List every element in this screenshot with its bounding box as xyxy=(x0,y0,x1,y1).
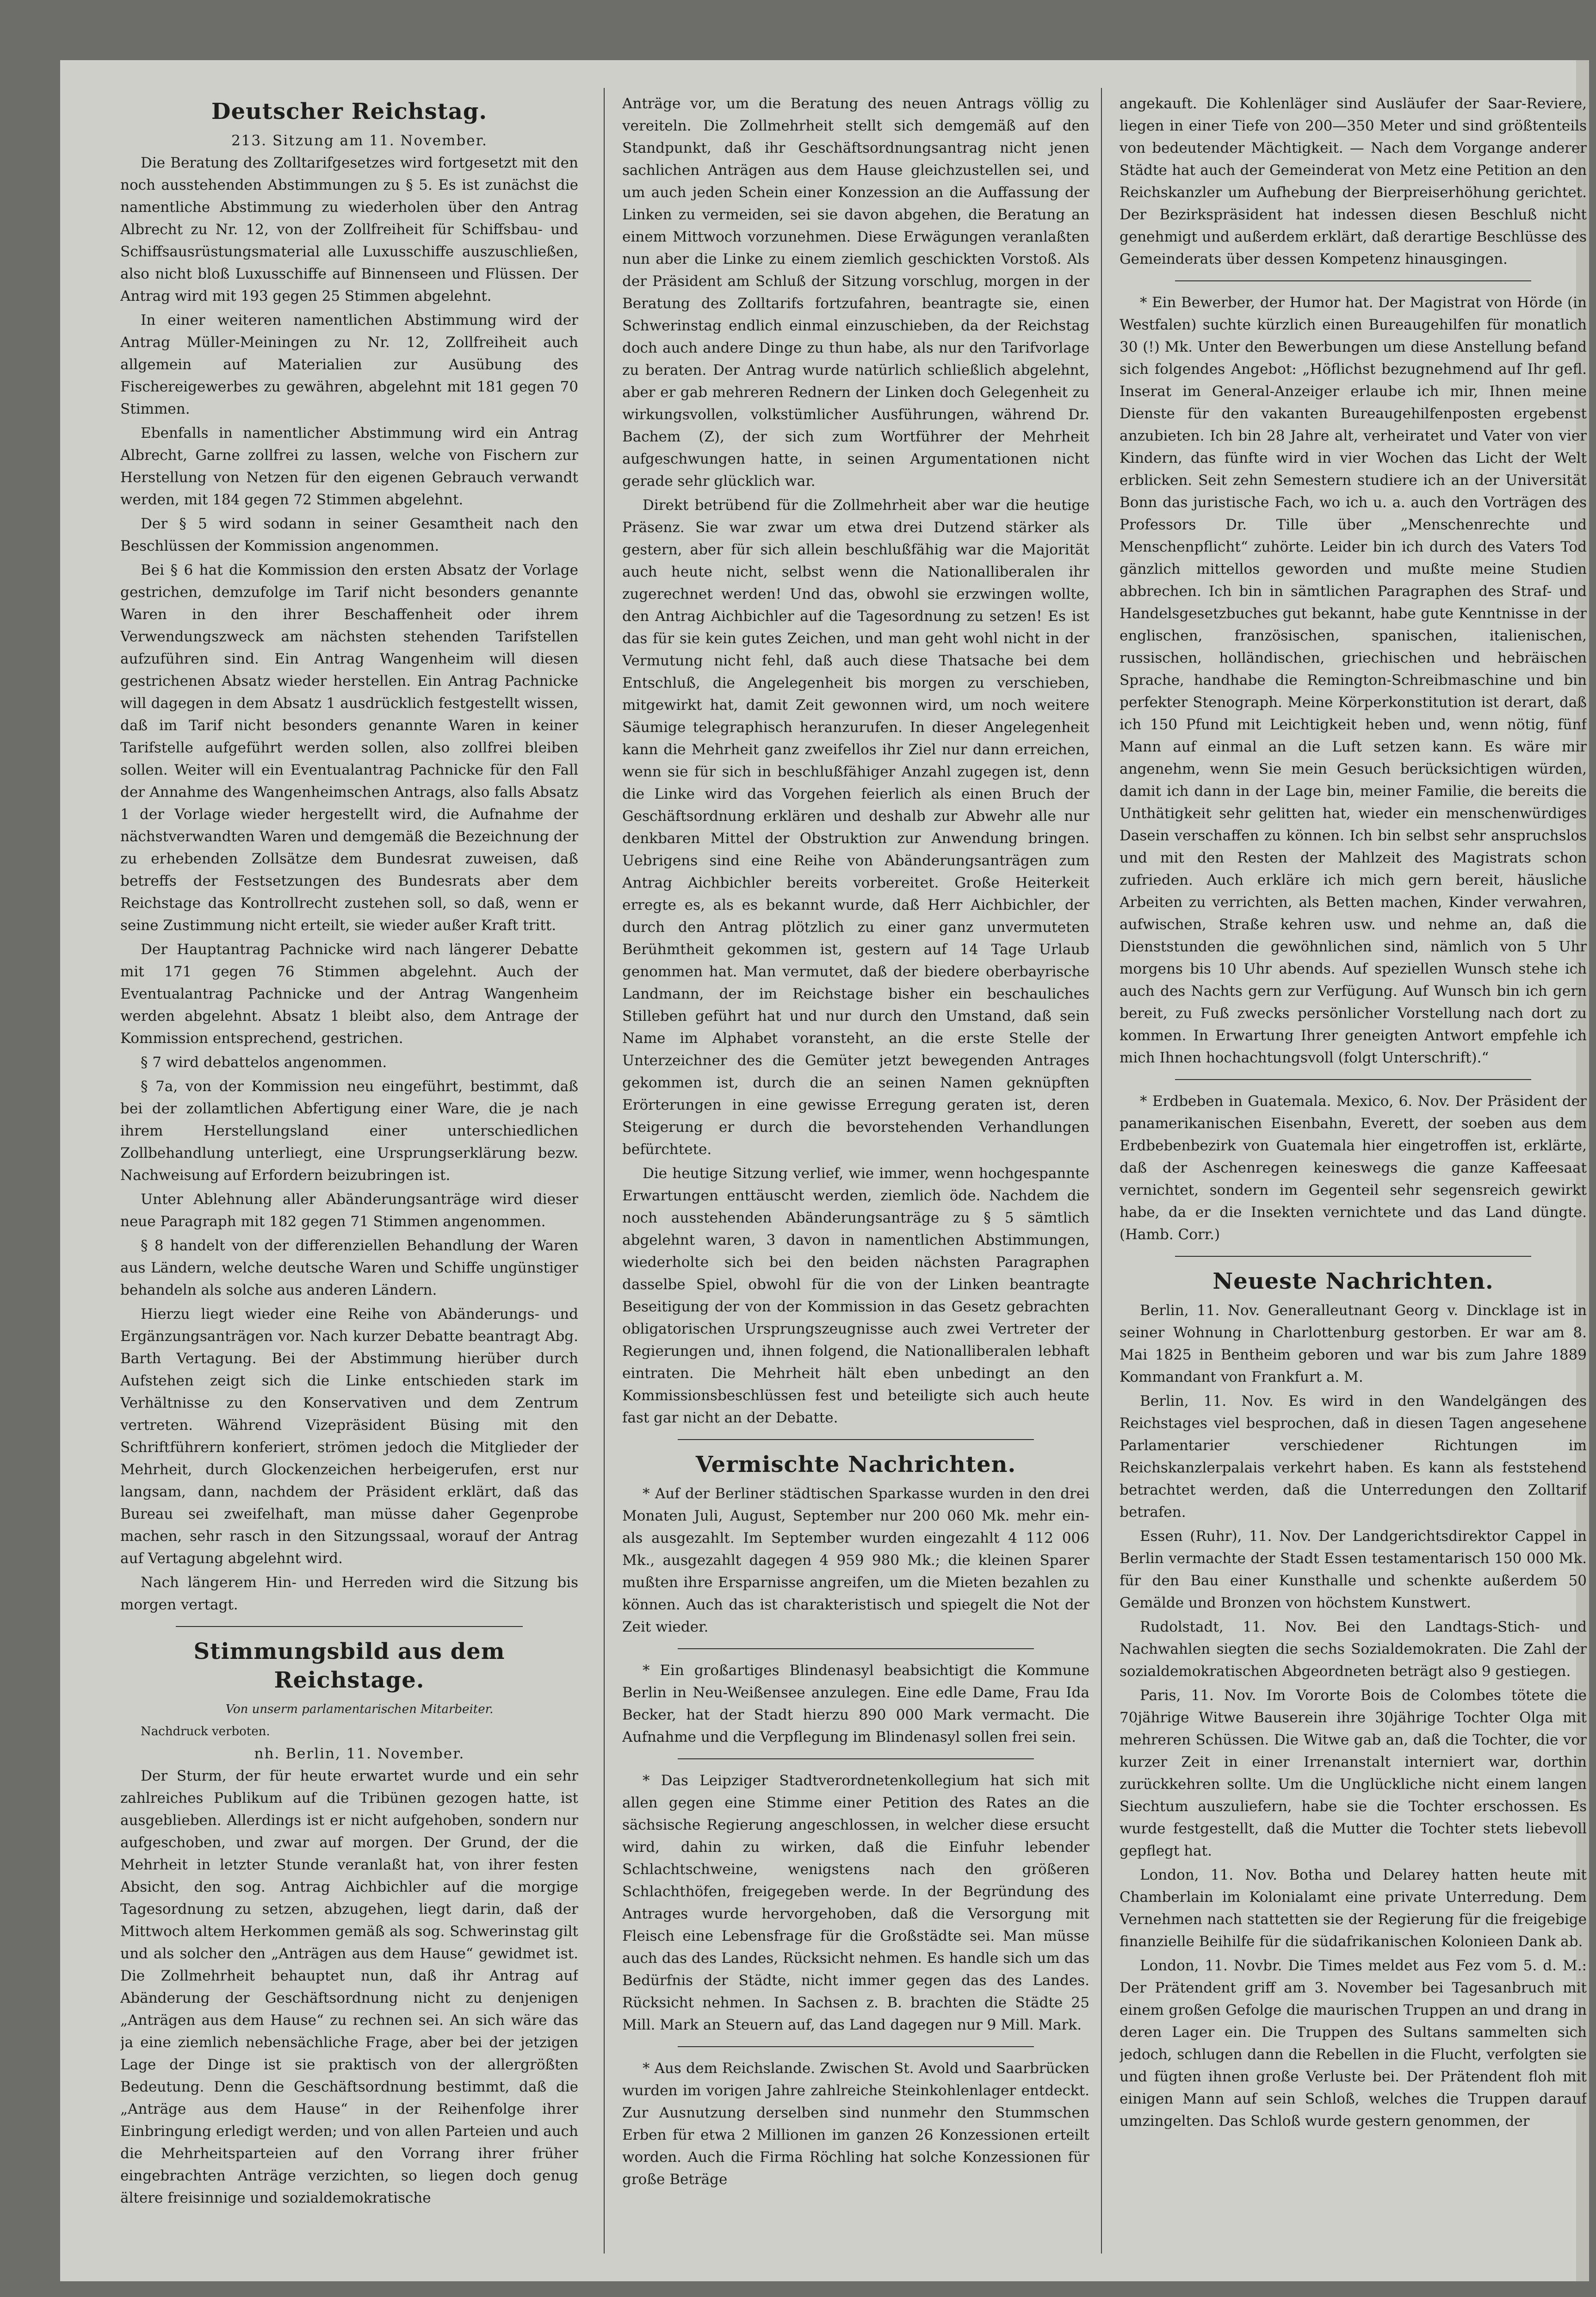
paragraph: § 8 handelt von der differenziellen Behandlung der Waren aus Ländern, welche deutsche Waren und Schiffe ungünstiger behandeln als solche aus anderen Ländern. xyxy=(120,1237,578,1298)
news-item: Berlin, 11. Nov. Es wird in den Wandelgängen des Reichstages viel besprochen, daß in diesen Tagen angesehene Parlamentarier verschiedener Richtungen im Reichskanzlerpalais verkehrt haben. Es kann als feststehend betrachtet werden, daß die Unterredungen den Zolltarif betrafen. xyxy=(1120,1393,1587,1521)
paragraph: Nach längerem Hin- und Herreden wird die Sitzung bis morgen vertagt. xyxy=(120,1574,578,1613)
item-divider xyxy=(678,2046,1034,2047)
news-item: * Erdbeben in Guatemala. Mexico, 6. Nov. Der Präsident der panamerikanischen Eisenbahn, Everett, der soeben aus dem Erdbebenbezirk von Guatemala hier eingetroffen ist, erklärte, daß der Aschenregen keineswegs die ganze Kaffeesaat vernichtet, sondern im Gegenteil sehr segensreich gewirkt habe, da er die Insekten vernichtete und das Land düngte. (Hamb. Corr.) xyxy=(1120,1093,1587,1243)
paragraph: Anträge vor, um die Beratung des neuen Antrags völlig zu vereiteln. Die Zollmehrheit stellt sich demgemäß auf den Standpunkt, daß ihr Geschäftsordnungsantrag nicht jenen sachlichen Anträgen aus dem Hause gleichzustellen sei, und um auch jeden Schein einer Konzession an die Auffassung der Linken zu vermeiden, sei sie davon abgehen, die Beratung an einem Mittwoch vorzunehmen. Diese Erwägungen veranlaßten nun aber die Linke zu einem ziemlich geschickten Vorstoß. Als der Präsident am Schluß der Sitzung vorschlug, morgen in der Beratung des Zolltarifs fortzufahren, beantragte sie, einen Schwerinstag endlich einmal einzuschieben, da der Reichstag doch auch andere Dinge zu thun habe, als nur den Tarifvorlage zu beraten. Der Antrag wurde natürlich schließlich abgelehnt, aber er gab mehreren Rednern der Linken doch Gelegenheit zu wirkungsvollen, volkstümlicher Ausführungen, während Dr. Bachem (Z), der sich zum Wortführer der Mehrheit aufgeschwungen hatte, in seinen Argumentationen nicht gerade sehr glücklich war. xyxy=(622,95,1089,490)
reprint-notice: Nachdruck verboten. xyxy=(141,1725,270,1738)
session-line: 213. Sitzung am 11. November. xyxy=(231,132,488,149)
news-item: Essen (Ruhr), 11. Nov. Der Landgerichtsdirektor Cappel in Berlin vermachte der Stadt Essen testamentarisch 150 000 Mk. für den Bau einer Kunsthalle und schenkte außerdem 50 Gemälde und Bronzen von höchstem Kunstwert. xyxy=(1120,1528,1587,1611)
reichstag-heading: Deutscher Reichstag. xyxy=(211,99,488,124)
middle-column xyxy=(622,93,1089,2240)
newspaper-page xyxy=(60,60,1589,2281)
section-divider xyxy=(1175,1256,1531,1257)
mood-subtitle: Von unserm parlamentarischen Mitarbeiter. xyxy=(225,1702,494,1716)
news-item: * Das Leipziger Stadtverordnetenkollegium hat sich mit allen gegen eine Stimme einer Petition des Rates an die sächsische Regierung angeschlossen, in welcher diese ersucht wird, dahin zu wirken, daß die Einfuhr lebender Schlachtschweine, wenigstens nach den größeren Schlachthöfen, freigegeben werde. In der Begründung des Antrages wurde hervorgehoben, daß die Versorgung mit Fleisch eine Lebensfrage für die Großstädte sei. Man müsse auch das des Landes, Rücksicht nehmen. Es handle sich um das Bedürfnis der Städte, nicht immer gegen das des Landes. Rücksicht nehmen. In Sachsen z. B. brachten die Städte 25 Mill. Mark an Steuern auf, das Land dagegen nur 9 Mill. Mark. xyxy=(622,1772,1089,2033)
item-divider xyxy=(678,1758,1034,1759)
item-divider xyxy=(1175,1079,1531,1080)
paragraph: Direkt betrübend für die Zollmehrheit aber war die heutige Präsenz. Sie war zwar um etwa drei Dutzend stärker als gestern, aber für sich allein beschlußfähig war die Majorität auch heute nicht, selbst wenn die Nationalliberalen ihr zugerechnet werden! Und das, obwohl sie erzwingen wollte, den Antrag Aichbichler auf die Tagesordnung zu setzen! Es ist das für sie kein gutes Zeichen, und man geht wohl nicht in der Vermutung nicht fehl, daß auch diese Thatsache bei dem Entschluß, die Angelegenheit bis morgen zu verschieben, mitgewirkt hat, damit Zeit gewonnen wird, um noch weitere Säumige telegraphisch heranzurufen. In dieser Angelegenheit kann die Mehrheit ganz zweifellos ihr Ziel nur dann erreichen, wenn sie für sich in beschlußfähiger Anzahl zugegen ist, denn die Linke wird das Vorgehen feierlich als einen Bruch der Geschäftsordnung erklären und deshalb zur Abwehr alle nur denkbaren Mittel der Obstruktion zur Anwendung bringen. Uebrigens sind eine Reihe von Abänderungsanträgen zum Antrag Aichbichler bereits vorbereitet. Große Heiterkeit erregte es, als es bekannt wurde, daß Herr Aichbichler, der durch den Antrag plötzlich zu einer ganz unvermuteten Berühmtheit gekommen ist, gestern auf 14 Tage Urlaub genommen hat. Man vermutet, daß der biedere oberbayrische Landmann, der im Reichstage bisher ein beschauliches Stilleben geführt hat und nur durch den Umstand, daß sein Name im Alphabet voransteht, an die erste Stelle der Unterzeichner des die Gemüter jetzt bewegenden Antrages gekommen ist, durch die an seinen Namen geknüpften Erörterungen in eine gewisse Erregung geraten ist, deren Steigerung er durch die bevorstehenden Verhandlungen befürchtete. xyxy=(622,497,1089,1158)
paragraph: § 7 wird debattelos angenommen. xyxy=(141,1054,387,1071)
section-divider xyxy=(176,1626,523,1627)
right-column xyxy=(1120,93,1587,2240)
news-item: * Ein großartiges Blindenasyl beabsichtigt die Kommune Berlin in Neu-Weißensee anzulegen. Eine edle Dame, Frau Ida Becker, hat der Stadt hierzu 890 000 Mark vermacht. Die Aufnahme und die Verpflegung im Blindenasyl sollen frei sein. xyxy=(622,1662,1089,1745)
news-item: Paris, 11. Nov. Im Vororte Bois de Colombes tötete die 70jährige Witwe Bauserein ihre 30jährige Tochter Olga mit mehreren Schüssen. Die Witwe gab an, daß die Tochter, die vor kurzer Zeit in einer Irrenanstalt interniert war, dorthin zurückkehren sollte. Um die Unglückliche nicht einem langen Siechtum auszuliefern, habe sie die Tochter erschossen. Es wurde festgestellt, daß die Mutter die Tochter stets liebevoll gepflegt hat. xyxy=(1120,1687,1587,1859)
column-rule xyxy=(1101,88,1102,2254)
paragraph: Unter Ablehnung aller Abänderungsanträge wird dieser neue Paragraph mit 182 gegen 71 Stimmen angenommen. xyxy=(120,1191,578,1230)
latest-news-heading: Neueste Nachrichten. xyxy=(1212,1268,1494,1294)
news-item: * Aus dem Reichslande. Zwischen St. Avold und Saarbrücken wurden im vorigen Jahre zahlreiche Steinkohlenlager entdeckt. Zur Ausnutzung derselben sind nunmehr den Stummschen Erben für etwa 2 Millionen im ganzen 26 Konzessionen erteilt worden. Auch die Firma Röchling hat solche Konzessionen für große Beträge xyxy=(622,2060,1089,2188)
paragraph: Bei § 6 hat die Kommission den ersten Absatz der Vorlage gestrichen, demzufolge im Tarif nicht besonders genannte Waren in den ihrer Beschaffenheit oder ihrem Verwendungszweck am nächsten stehenden Tarifstellen aufzuführen sind. Ein Antrag Wangenheim will diesen gestrichenen Absatz wieder herstellen. Ein Antrag Pachnicke will dagegen in dem Absatz 1 ausdrücklich festgestellt wissen, daß im Tarif nicht besonders genannte Waren in keiner Tarifstelle aufgeführt werden sollen, also zollfrei bleiben sollen. Weiter will ein Eventualantrag Pachnicke für den Fall der Annahme des Wangenheimschen Antrags, also falls Absatz 1 der Vorlage wieder hergestellt wird, die Aufnahme der nächstverwandten Waren und demgemäß die Bezeichnung der zu erhebenden Zollsätze dem Bundesrat zuweisen, daß betreffs der Festsetzungen des Bundesrats aber dem Reichstage das Kontrollrecht zustehen soll, so daß, wenn er seine Zustimmung nicht erteilt, sie wieder außer Kraft tritt. xyxy=(120,562,578,934)
paragraph: Die heutige Sitzung verlief, wie immer, wenn hochgespannte Erwartungen enttäuscht werden, ziemlich öde. Nachdem die noch ausstehenden Abänderungsanträge zu § 5 sämtlich abgelehnt waren, 3 davon in namentlichen Abstimmungen, wiederholte sich bei den beiden nächsten Paragraphen dasselbe Spiel, obwohl für die von der Linken beantragte Beseitigung der von der Kommission in das Gesetz gebrachten obligatorischen Ursprungszeugnisse auch zwei Vertreter der Regierungen und, ihnen folgend, die Nationalliberalen lebhaft eintraten. Die Mehrheit hält eben unbedingt an den Kommissionsbeschlüssen fest und beteiligte sich auch heute fast gar nicht an der Debatte. xyxy=(622,1165,1089,1426)
paragraph: Der Hauptantrag Pachnicke wird nach längerer Debatte mit 171 gegen 76 Stimmen abgelehnt. Auch der Eventualantrag Pachnicke und der Antrag Wangenheim werden abgelehnt. Absatz 1 bleibt also, dem Antrage der Kommission entsprechend, gestrichen. xyxy=(120,941,578,1047)
news-item: * Ein Bewerber, der Humor hat. Der Magistrat von Hörde (in Westfalen) suchte kürzlich einen Bureaugehilfen für monatlich 30 (!) Mk. Unter den Bewerbungen um diese Anstellung befand sich folgendes Angebot: „Höflichst bezugnehmend auf Ihr gefl. Inserat im General-Anzeiger erlaube ich mir, Ihnen meine Dienste für den vakanten Bureaugehilfenposten ergebenst anzubieten. Ich bin 28 Jahre alt, verheiratet und Vater von vier Kindern, das fünfte wird in vier Wochen das Licht der Welt erblicken. Seit zehn Semestern studiere ich an der Universität Bonn das juristische Fach, wo ich u. a. auch den Vorträgen des Professors Dr. Tille über „Menschenrechte und Menschenpflicht“ zuhörte. Leider bin ich durch des Vaters Tod gänzlich mittellos geworden und mußte meine Studien abbrechen. Ich bin in sämtlichen Paragraphen des Straf- und Handelsgesetzbuches gut bekannt, habe gute Kenntnisse in der englischen, französischen, spanischen, italienischen, russischen, holländischen, griechischen und hebräischen Sprache, handhabe die Remington-Schreibmaschine und bin perfekter Stenograph. Meine Körperkonstitution ist derart, daß ich 150 Pfund mit Leichtigkeit heben und, wenn nötig, fünf Mann auf einmal an die Luft setzen kann. Es wäre mir angenehm, wenn Sie mein Gesuch berücksichtigen würden, damit ich dann in der Lage bin, meiner Familie, die bereits die Unthätigkeit sehr gelitten hat, wieder ein menschenwürdiges Dasein verschaffen zu können. Ich bin selbst sehr anspruchslos und mit den Resten der Mahlzeit des Magistrats schon zufrieden. Auch erkläre ich mich gern bereit, häusliche Arbeiten zu verrichten, als Betten machen, Kinder verwahren, aufwischen, Straße kehren usw. und nehme an, daß die Dienststunden die gewöhnlichen sind, nämlich von 5 Uhr morgens bis 10 Uhr abends. Auf speziellen Wunsch stehe ich auch des Nachts gern zur Verfügung. Auf Wunsch bin ich gern bereit, zu Fuß zwecks persönlicher Vorstellung nach dort zu kommen. In Erwartung Ihrer geneigten Antwort empfehle ich mich Ihnen hochachtungsvoll (folgt Unterschrift).“ xyxy=(1120,294,1587,1066)
news-item: * Auf der Berliner städtischen Sparkasse wurden in den drei Monaten Juli, August, September nur 200 060 Mk. mehr ein- als ausgezahlt. Im September wurden eingezahlt 4 112 006 Mk., ausgezahlt dagegen 4 959 980 Mk.; die kleinen Sparer mußten ihre Ersparnisse angreifen, um die Mieten bezahlen zu können. Auch das ist charakteristisch und spiegelt die Not der Zeit wieder. xyxy=(622,1485,1089,1635)
news-item: London, 11. Nov. Botha und Delarey hatten heute mit Chamberlain im Kolonialamt eine private Unterredung. Dem Vernehmen nach stattetten sie der Regierung für die freigebige finanzielle Beihilfe für die südafrikanischen Kolonieen Dank ab. xyxy=(1120,1867,1587,1950)
mood-dateline: nh. Berlin, 11. November. xyxy=(254,1745,465,1762)
paragraph: angekauft. Die Kohlenläger sind Ausläufer der Saar-Reviere, liegen in einer Tiefe von 200—350 Meter und sind größtenteils von bedeutender Mächtigkeit. — Nach dem Vorgange anderer Städte hat auch der Gemeinderat von Metz eine Petition an den Reichskanzler um Aufhebung der Bierpreiserhöhung gerichtet. Der Bezirkspräsident hat indessen diesen Beschluß nicht genehmigt und außerdem erklärt, daß derartige Beschlüsse des Gemeinderats über dessen Kompetenz hinausgingen. xyxy=(1120,95,1587,267)
paragraph: Die Beratung des Zolltarifgesetzes wird fortgesetzt mit den noch ausstehenden Abstimmungen zu § 5. Es ist zunächst die namentliche Abstimmung zu wiederholen über den Antrag Albrecht zu Nr. 12, von der Zollfreiheit für Schiffsbau- und Schiffsausrüstungsmaterial alle Luxusschiffe auszuschließen, also nicht bloß Luxusschiffe auf Binnenseen und Flüssen. Der Antrag wird mit 193 gegen 25 Stimmen abgelehnt. xyxy=(120,155,578,304)
news-item: Rudolstadt, 11. Nov. Bei den Landtags-Stich- und Nachwahlen siegten die sechs Sozialdemokraten. Die Zahl der sozialdemokratischen Abgeordneten beträgt also 9 gestiegen. xyxy=(1120,1619,1587,1680)
item-divider xyxy=(1175,280,1531,281)
news-item: London, 11. Novbr. Die Times meldet aus Fez vom 5. d. M.: Der Prätendent griff am 3. November bei Tagesanbruch mit einem großen Gefolge die maurischen Truppen an und drang in deren Lager ein. Die Truppen des Sultans sammelten sich jedoch, schlugen dann die Rebellen in die Flucht, verfolgten sie und fügten ihnen große Verluste bei. Der Prätendent floh mit einigen Mann auf sein Schloß, welches die Truppen darauf umzingelten. Das Schloß wurde gestern genommen, der xyxy=(1120,1957,1587,2129)
paragraph: Der § 5 wird sodann in seiner Gesamtheit nach den Beschlüssen der Kommission angenommen. xyxy=(120,515,578,554)
paragraph: § 7a, von der Kommission neu eingeführt, bestimmt, daß bei der zollamtlichen Abfertigung einer Ware, die je nach ihrem Herstellungsland einer unterschiedlichen Zollbehandlung unterliegt, eine Ursprungserklärung bezw. Nachweisung auf Erfordern beizubringen ist. xyxy=(120,1078,578,1184)
misc-heading: Vermischte Nachrichten. xyxy=(695,1452,1016,1478)
left-column xyxy=(120,93,578,2240)
news-item: Berlin, 11. Nov. Generalleutnant Georg v. Dincklage ist in seiner Wohnung in Charlottenburg gestorben. Er war am 8. Mai 1825 in Bentheim geboren und war bis zum Jahre 1889 Kommandant von Frankfurt a. M. xyxy=(1120,1302,1587,1385)
paragraph: Der Sturm, der für heute erwartet wurde und ein sehr zahlreiches Publikum auf die Tribünen gezogen hatte, ist ausgeblieben. Allerdings ist er nicht aufgehoben, sondern nur aufgeschoben, und zwar auf morgen. Der Grund, der die Mehrheit in letzter Stunde veranlaßt hat, von ihrer festen Absicht, den sog. Antrag Aichbichler auf die morgige Tagesordnung zu setzen, abzugehen, liegt darin, daß der Mittwoch altem Herkommen gemäß als sog. Schwerinstag gilt und als solcher den „Anträgen aus dem Hause“ gewidmet ist. Die Zollmehrheit behauptet nun, daß ihr Antrag auf Abänderung der Geschäftsordnung nicht zu denjenigen „Anträgen aus dem Hause“ zu rechnen sei. An sich wäre das ja eine ziemlich nebensächliche Frage, aber bei der jetzigen Lage der Dinge ist sie praktisch von der allergrößten Bedeutung. Denn die Geschäftsordnung bestimmt, daß die „Anträge aus dem Hause“ in der Reihenfolge ihrer Einbringung erledigt werden; und von allen Parteien und auch die Mehrheitsparteien auf den Vorrang ihrer früher eingebrachten Anträge verzichten, so liegen doch genug ältere freisinnige und sozialdemokratische xyxy=(120,1768,578,2206)
paragraph: In einer weiteren namentlichen Abstimmung wird der Antrag Müller-Meiningen zu Nr. 12, Zollfreiheit auch allgemein auf Materialien zur Ausübung des Fischereigewerbes zu gewähren, abgelehnt mit 181 gegen 70 Stimmen. xyxy=(120,312,578,417)
section-divider xyxy=(678,1439,1034,1440)
mood-heading: Stimmungsbild aus dem Reichstage. xyxy=(193,1639,505,1693)
column-rule xyxy=(604,88,605,2254)
paragraph: Ebenfalls in namentlicher Abstimmung wird ein Antrag Albrecht, Garne zollfrei zu lassen, welche von Fischern zur Herstellung von Netzen für den eigenen Gebrauch verwandt werden, mit 184 gegen 72 Stimmen abgelehnt. xyxy=(120,425,578,508)
paragraph: Hierzu liegt wieder eine Reihe von Abänderungs- und Ergänzungsanträgen vor. Nach kurzer Debatte beantragt Abg. Barth Vertagung. Bei der Abstimmung hierüber durch Aufstehen zeigt sich die Linke entschieden stark im Verhältnisse zu den Konservativen und dem Zentrum vertreten. Während Vizepräsident Büsing mit den Schriftführern konferiert, strömen jedoch die Mitglieder der Mehrheit, durch Glockenzeichen herbeigerufen, erst nur langsam, dann, nachdem der Präsident erklärt, daß das Bureau sei zweifelhaft, man müsse daher Gegenprobe machen, sehr rasch in den Sitzungssaal, worauf der Antrag auf Vertagung abgelehnt wird. xyxy=(120,1306,578,1567)
item-divider xyxy=(678,1648,1034,1649)
